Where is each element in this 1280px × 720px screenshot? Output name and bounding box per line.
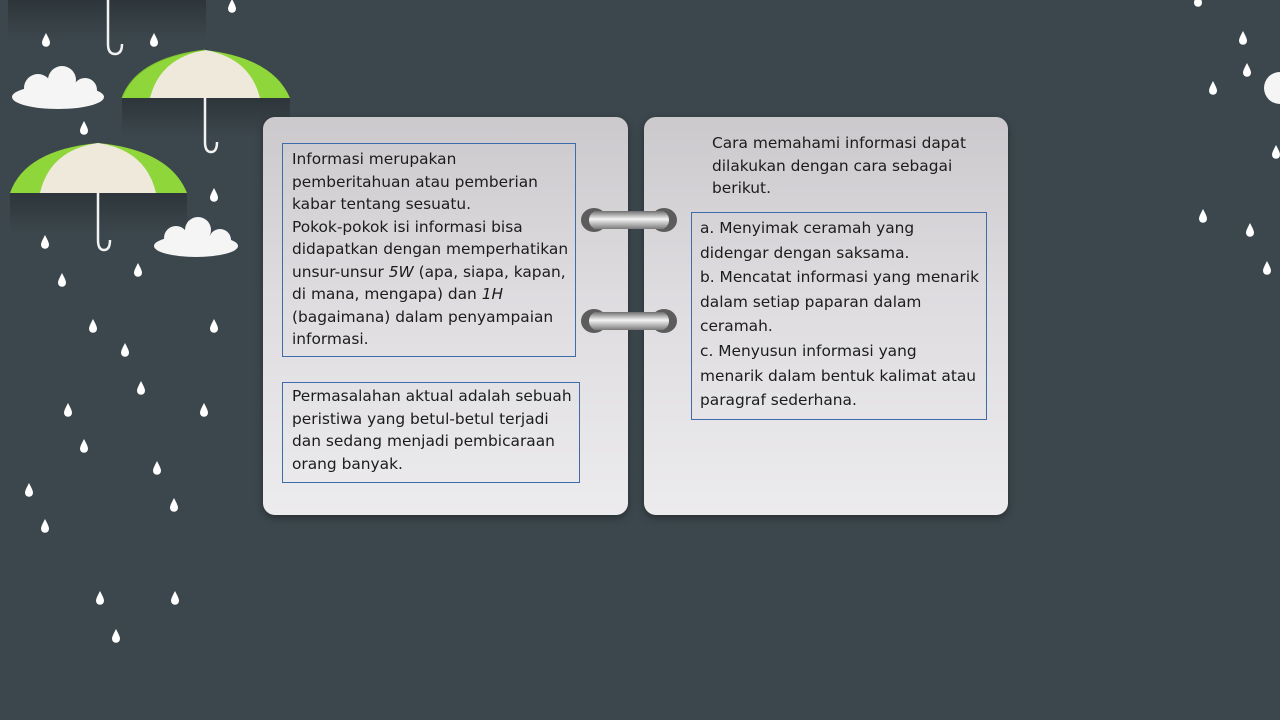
information-elements-text: Pokok-pokok isi informasi bisa didapatkan dengan memperhatikan unsur-unsur 5W (apa, siapa, kapan, di mana, mengapa) dan 1H (bagaimana) dalam penyampaian informasi.: [292, 217, 569, 348]
information-definition-text: Informasi merupakan pemberitahuan atau pemberian kabar tentang sesuatu.: [292, 150, 538, 213]
five-w-term: 5W: [388, 262, 414, 281]
one-h-term: 1H: [481, 285, 504, 303]
step-item: b. Mencatat informasi yang menarik dalam setiap paparan dalam ceramah.: [700, 268, 979, 336]
step-item: c. Menyusun informasi yang menarik dalam bentuk kalimat atau paragraf sederhana.: [700, 341, 977, 410]
cloud-icon: [1264, 72, 1280, 104]
method-steps-box: [691, 212, 987, 420]
information-definition-box: [282, 143, 576, 357]
actual-problem-text: Permasalahan aktual adalah sebuah peristiwa yang betul-betul terjadi dan sedang menjadi pembicaraan orang banyak.: [292, 387, 572, 473]
cloud-icon: [12, 66, 104, 109]
binder-ring-icon: [580, 307, 678, 335]
left-notebook-page: [263, 117, 628, 515]
umbrella-icon: [8, 0, 206, 54]
umbrella-icon: [10, 143, 187, 250]
right-notebook-page: [644, 117, 1008, 515]
step-item: a. Menyimak ceramah yang didengar dengan saksama.: [700, 219, 915, 262]
method-intro-text: Cara memahami informasi dapat dilakukan dengan cara sebagai berikut.: [712, 134, 967, 197]
actual-problem-box: [282, 382, 580, 483]
binder-ring-icon: [580, 206, 678, 234]
